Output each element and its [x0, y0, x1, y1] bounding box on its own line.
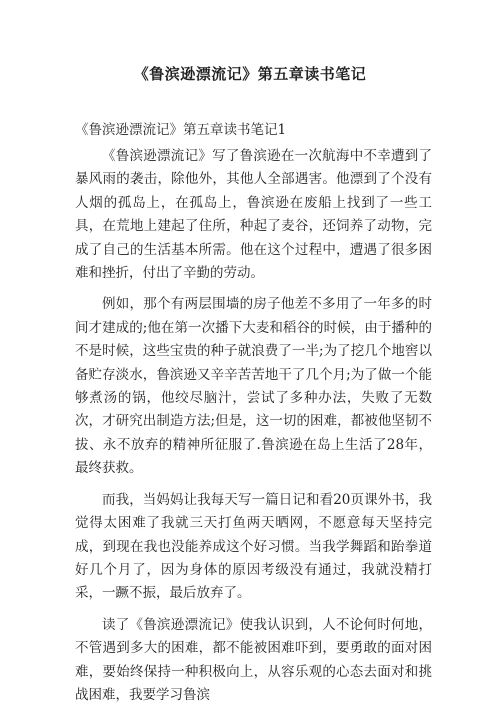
paragraph: 而我，当妈妈让我每天写一篇日记和看20页课外书，我觉得太困难了我就三天打鱼两天晒网，不愿意每天坚持完成，到现在我也没能养成这个好习惯。当我学舞蹈和跆拳道好几个月了，因为身体的原因考级没有通过，我就没精打采，一蹶不振，最后放弃了。	[75, 491, 432, 602]
document-body	[75, 121, 432, 715]
paragraph: 例如，那个有两层围墙的房子他差不多用了一年多的时间才建成的;他在第一次播下大麦和稻谷的时候，由于播种的不是时候，这些宝贵的种子就浪费了一半;为了挖几个地窖以备贮存淡水，鲁滨逊又辛辛苦苦地干了几个月;为了做一个能够煮汤的锅，他绞尽脑汁，尝试了多种办法，失败了无数次，才研究出制造方法;但是，这一切的困难，都被他坚韧不拔、永不放弃的精神所征服了.鲁滨逊在岛上生活了28年，最终获救。	[75, 296, 432, 477]
paragraph: 读了《鲁滨逊漂流记》使我认识到，人不论何时何地，不管遇到多大的困难，都不能被困难吓到，要勇敢的面对困难，要始终保持一种积极向上，从容乐观的心态去面对和挑战困难，我要学习鲁滨	[75, 616, 432, 703]
section-subtitle: 《鲁滨逊漂流记》第五章读书笔记1	[75, 122, 287, 138]
page-title: 《鲁滨逊漂流记》第五章读书笔记	[133, 65, 367, 83]
paragraph: 《鲁滨逊漂流记》写了鲁滨逊在一次航海中不幸遭到了暴风雨的袭击，除他外，其他人全部遇害。他漂到了个没有人烟的孤岛上，在孤岛上，鲁滨逊在废船上找到了一些工具，在荒地上建起了住所，种起了麦谷，还饲养了动物，完成了自己的生活基本所需。他在这个过程中，遭遇了很多困难和挫折，付出了辛勤的劳动。	[75, 148, 432, 282]
